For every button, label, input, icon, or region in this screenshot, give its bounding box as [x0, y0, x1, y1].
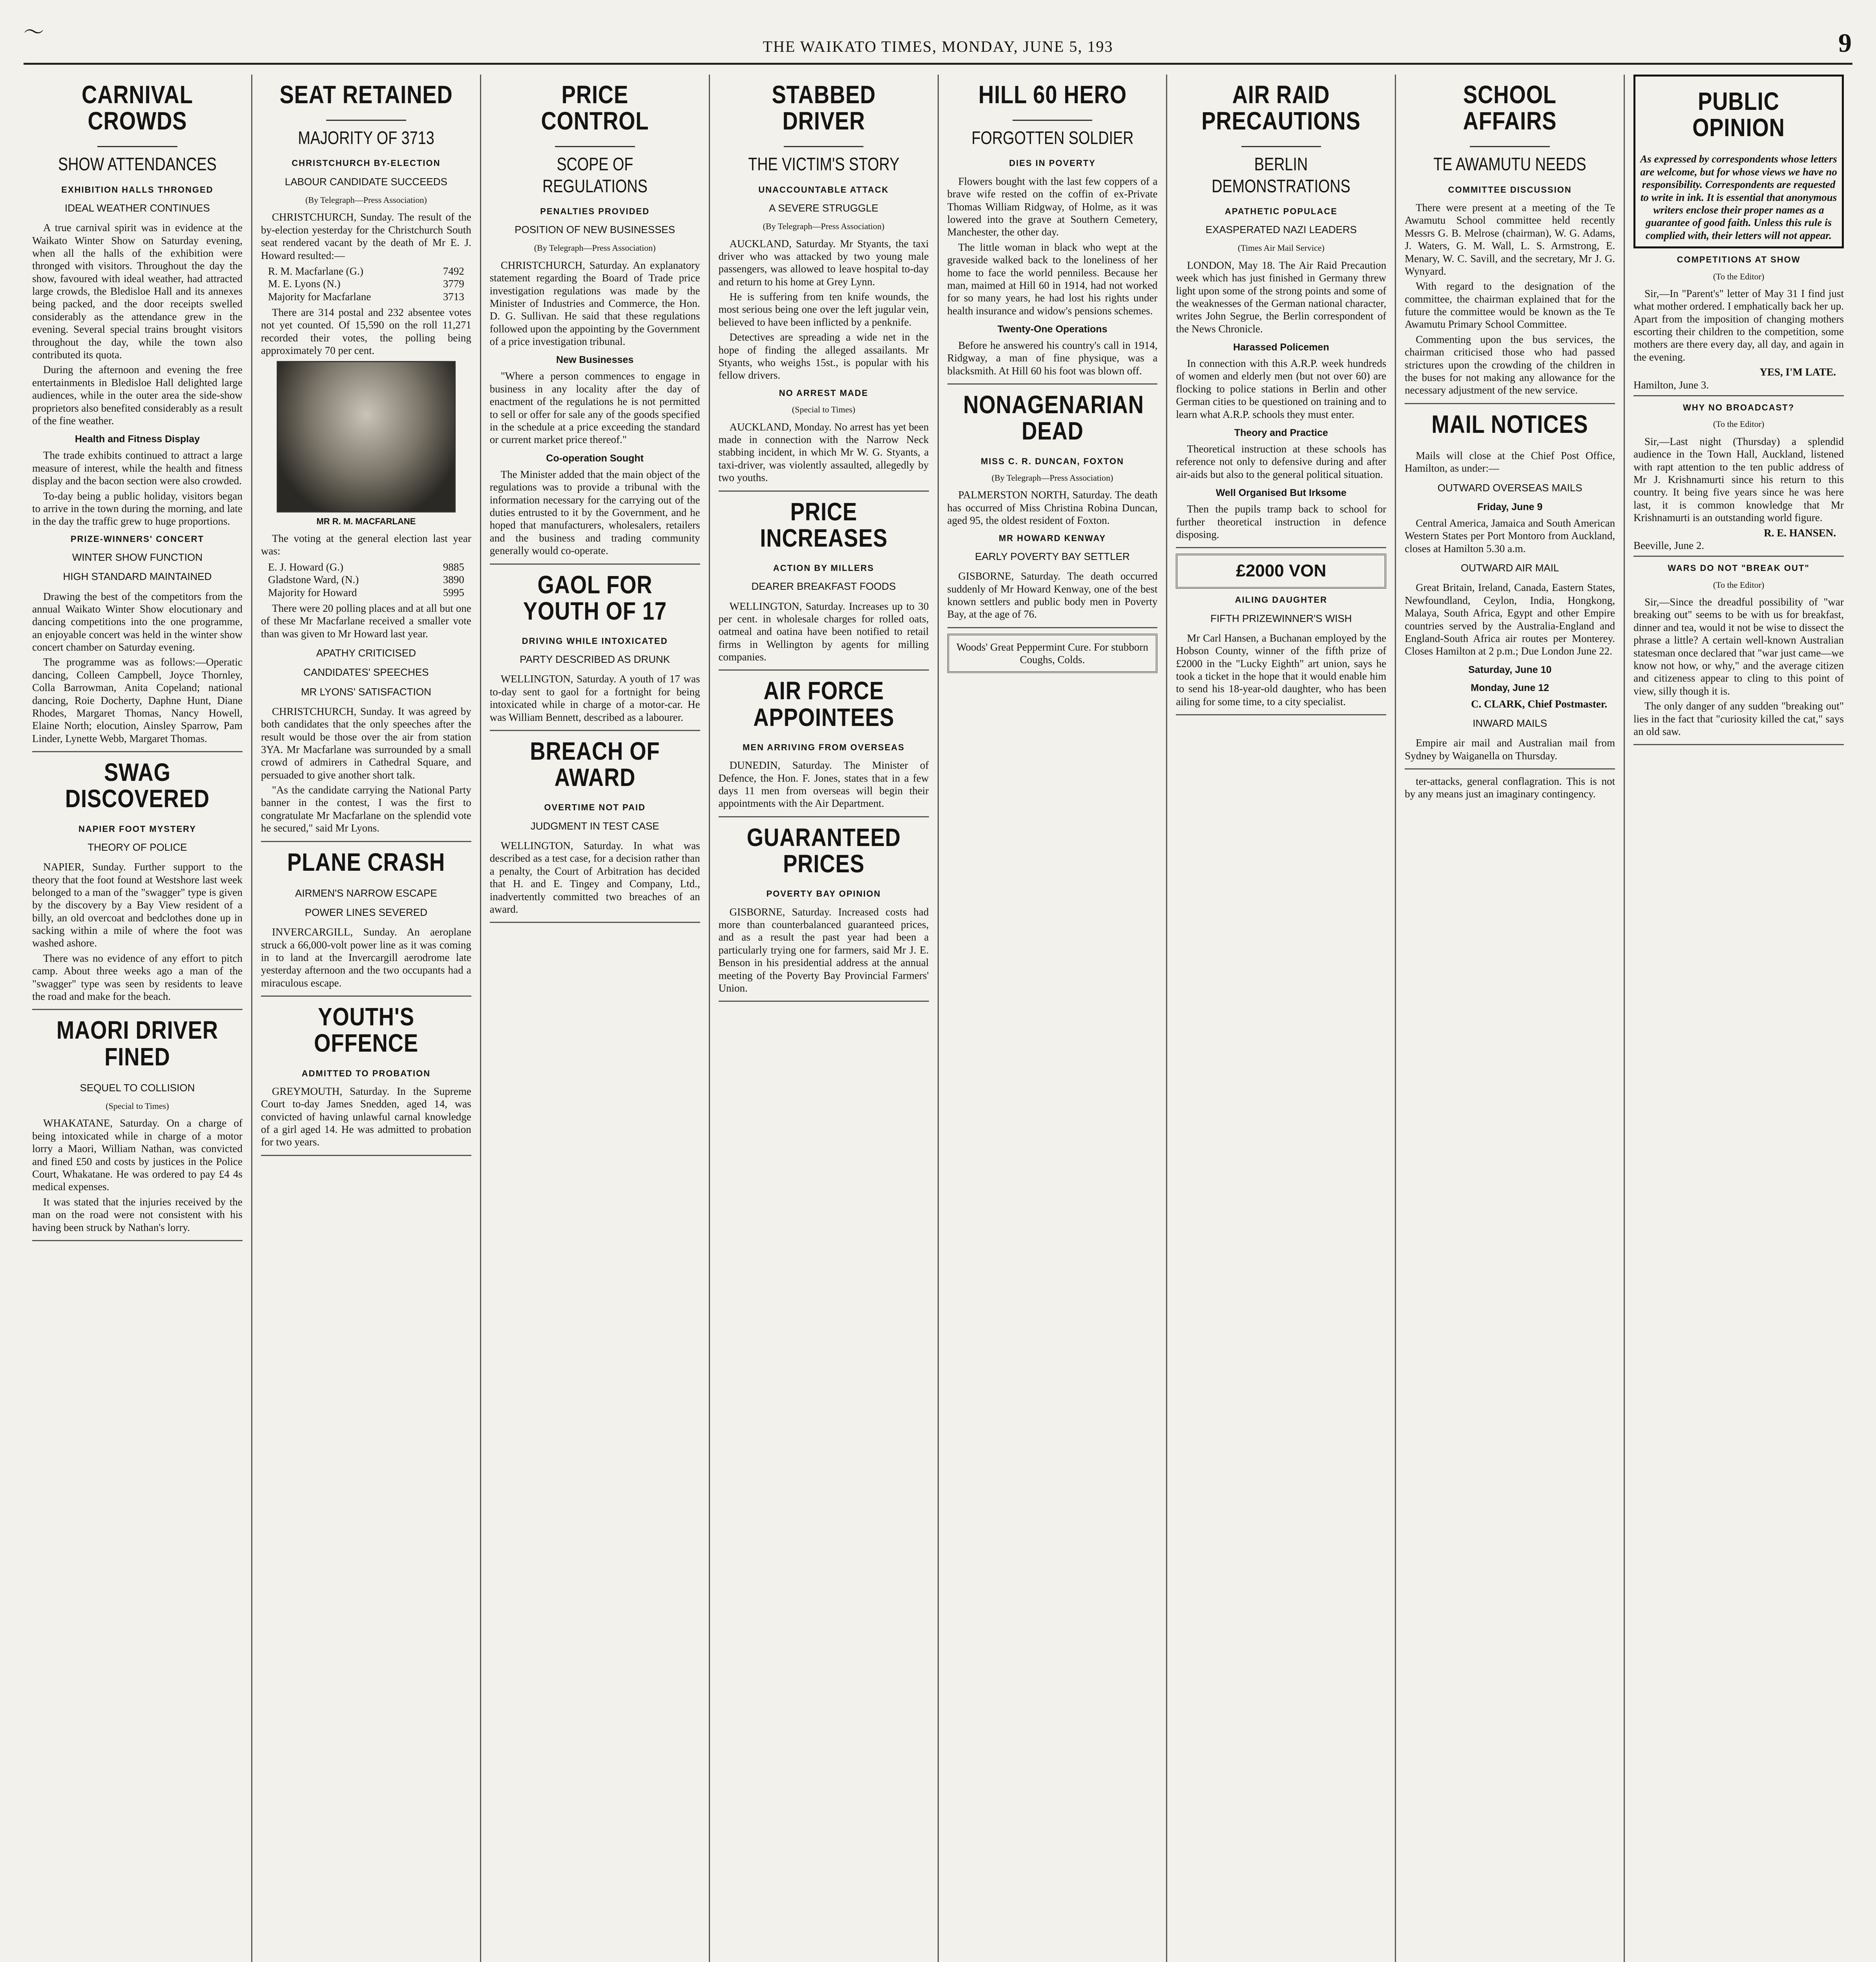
deck: MEN ARRIVING FROM OVERSEAS: [743, 742, 905, 752]
paragraph: WELLINGTON, Saturday. In what was described as a test case, for a decision rather than a penalty, the Court of Arbitration has decided that H. and E. Tingey and Company, Ltd., inadvertently committed two breaches of an award.: [489, 840, 700, 915]
paragraph: During the afternoon and evening the free entertainments in Bledisloe Hall delighted large audiences, while in the outer area the side-show proprietors also benefited considerably as a result of the fine weather.: [32, 364, 243, 427]
headline: GUARANTEED PRICES: [746, 823, 901, 878]
paper-title: THE WAIKATO TIMES, MONDAY, JUNE 5, 193: [763, 38, 1113, 55]
paragraph: The voting at the general election last year was:: [261, 532, 471, 557]
paragraph: The only danger of any sudden "breaking out" lies in the fact that "curiosity killed the cat," says an old saw.: [1633, 700, 1844, 737]
paragraph: DUNEDIN, Saturday. The Minister of Defence, the Hon. F. Jones, states that in a few days 11 men from overseas will begin their appointments with the Air Department.: [718, 759, 929, 810]
page-number: 9: [1838, 28, 1852, 58]
deck: COMPETITIONS AT SHOW: [1677, 255, 1801, 265]
rule: [1241, 146, 1321, 147]
deck: EARLY POVERTY BAY SETTLER: [975, 550, 1130, 562]
deck: AIRMEN'S NARROW ESCAPE: [295, 887, 437, 899]
rule: [784, 146, 864, 147]
rule: [1470, 146, 1550, 147]
column-seat-retained: [252, 75, 481, 1962]
section-head: Well Organised But Irksome: [1215, 487, 1347, 499]
paragraph: WELLINGTON, Saturday. Increases up to 30 per cent. in wholesale charges for rolled oats, oatmeal and oatina have been notified to retail firms in Wellington by agents for milling companies.: [718, 600, 929, 663]
deck: ACTION BY MILLERS: [773, 563, 874, 573]
paragraph: To-day being a public holiday, visitors began to arrive in the town during the morning, and late in the day the traffic grew to huge proportions.: [32, 490, 243, 527]
headline: PRICE CONTROL: [541, 80, 649, 135]
headline: SEAT RETAINED: [279, 80, 453, 109]
to-editor: (To the Editor): [1713, 419, 1765, 429]
public-opinion-box: [1633, 75, 1844, 248]
subheadline: FORGOTTEN SOLDIER: [971, 128, 1133, 148]
paragraph: CHRISTCHURCH, Sunday. It was agreed by both candidates that the only speeches after the result would be those over the air from station 3YA. Mr Macfarlane was surrounded by a small crowd of admirers in Cathedral Square, and persuaded to give another short talk.: [261, 705, 471, 781]
column-price-control: [481, 75, 710, 1962]
article-price-control: [490, 82, 700, 565]
letter-wars: [1633, 563, 1844, 745]
column-school-affairs: [1396, 75, 1625, 1962]
headline: HILL 60 HERO: [978, 80, 1127, 109]
portrait-photo: [277, 361, 456, 512]
paragraph: CHRISTCHURCH, Sunday. The result of the by-election yesterday for the Christchurch South seat rendered vacant by the death of Mr E. J. Howard resulted:—: [261, 211, 471, 261]
dateline: (By Telegraph—Press Association): [763, 221, 885, 232]
peppermint-ad: [947, 634, 1158, 673]
deck: OVERTIME NOT PAID: [544, 802, 646, 813]
deck: SEQUEL TO COLLISION: [80, 1081, 195, 1094]
dateline: (By Telegraph—Press Association): [991, 473, 1113, 483]
deck: NAPIER FOOT MYSTERY: [78, 824, 196, 834]
deck: WINTER SHOW FUNCTION: [72, 551, 203, 563]
deck: IDEAL WEATHER CONTINUES: [65, 202, 210, 214]
signature: YES, I'M LATE.: [1759, 366, 1836, 378]
headline: SWAG DISCOVERED: [65, 758, 210, 813]
paragraph: LONDON, May 18. The Air Raid Precaution week which has just finished in Germany threw light upon some of the strong points and some of the weaknesses of the German national character, writes John Segrue, the Berlin correspondent of the News Chronicle.: [1176, 259, 1387, 335]
paragraph: There were present at a meeting of the Te Awamutu School committee held recently Messrs G. B. Melrose (chairman), W. G. Adams, J. Waters, G. M. Wall, L. S. Armstrong, E. Menary, W. C. Savill, and the secretary, Mr J. G. Wynyard.: [1405, 201, 1615, 277]
paragraph: There was no evidence of any effort to pitch camp. About three weeks ago a man of the "swagger" type was seen by residents to leave the road and make for the beach.: [32, 952, 243, 1003]
headline: MAIL NOTICES: [1431, 410, 1588, 438]
headline: PLANE CRASH: [287, 848, 445, 876]
paragraph: It was stated that the injuries received by the man on the road were not consistent with his having been struck by Nathan's lorry.: [32, 1196, 243, 1233]
paragraph: NAPIER, Sunday. Further support to the theory that the foot found at Westshore last week belonged to a man of the "swagger" type is given by the discovery by a Bay View resident of a billy, an old overcoat and bedclothes done up in sacking within a mile of where the foot was washed ashore.: [32, 861, 243, 949]
paragraph: With regard to the designation of the committee, the chairman explained that for the future the committee would be known as the Te Awamutu Primary School Committee.: [1405, 280, 1615, 330]
article-prizewinner: [1176, 554, 1386, 715]
paragraph: ter-attacks, general conflagration. This is not by any means just an imaginary contingency.: [1405, 775, 1615, 800]
section-head: Harassed Policemen: [1233, 342, 1329, 353]
paragraph: WELLINGTON, Saturday. A youth of 17 was to-day sent to gaol for a fortnight for being intoxicated while in charge of a motor-car. He was William Bennett, described as a labourer.: [489, 673, 700, 723]
paragraph: The little woman in black who wept at the graveside walked back to the loneliness of her home to face the world penniless. Because her man, maimed at Hill 60 in 1914, had not worked for so many years, he had lost his rights under health insurance and widow's pensions schemes.: [947, 241, 1158, 317]
article-breach-of-award: [490, 738, 700, 923]
deck: DEARER BREAKFAST FOODS: [751, 580, 896, 593]
deck: MR HOWARD KENWAY: [998, 533, 1106, 543]
deck: CANDIDATES' SPEECHES: [303, 666, 429, 678]
rule: [97, 146, 177, 147]
dateline: (By Telegraph—Press Association): [534, 243, 656, 253]
deck: A SEVERE STRUGGLE: [769, 202, 878, 214]
letter-competitions: [1633, 255, 1844, 396]
headline: PUBLIC OPINION: [1692, 87, 1785, 142]
section-head: Co-operation Sought: [546, 452, 644, 464]
column-carnival: [24, 75, 252, 1962]
columns: [24, 75, 1852, 1962]
deck: OUTWARD OVERSEAS MAILS: [1437, 481, 1582, 494]
masthead: [24, 22, 1852, 65]
rule: [326, 120, 406, 121]
section-head: Monday, June 12: [1471, 682, 1549, 693]
paragraph: Commenting upon the bus services, the chairman criticised those who had passed strictures upon the crowding of the children in the buses for not making any allowance for the necessary adjustment of the new service.: [1405, 333, 1615, 396]
deck: WARS DO NOT "BREAK OUT": [1668, 563, 1810, 573]
paragraph: Great Britain, Ireland, Canada, Eastern States, Newfoundland, Ceylon, India, Hongkong, Malaya, South Africa, Egypt and other Empire countries served by the Australia-England and England-South Africa air routes per Monterey. Closes Hamilton at 2 p.m.; Due London June 22.: [1405, 582, 1615, 657]
column-public-opinion: [1625, 75, 1852, 1962]
result-row: Majority for Macfarlane 3713: [268, 290, 464, 303]
prize-box: [1176, 554, 1386, 589]
paragraph: GREYMOUTH, Saturday. In the Supreme Court to-day James Snedden, aged 14, was convicted of having unlawful carnal knowledge of a girl aged 14. He was admitted to probation for two years.: [261, 1085, 471, 1148]
article-hill-60-hero: [947, 82, 1158, 385]
deck: DIES IN POVERTY: [1009, 158, 1096, 168]
results-table: [268, 561, 464, 599]
article-youths-offence: [261, 1004, 471, 1156]
deck: MR LYONS' SATISFACTION: [301, 686, 431, 698]
headline: AIR FORCE APPOINTEES: [753, 676, 894, 731]
column-air-raid: [1167, 75, 1396, 1962]
deck: PRIZE-WINNERS' CONCERT: [70, 534, 204, 544]
paragraph: AUCKLAND, Monday. No arrest has yet been made in connection with the Narrow Neck stabbing incident, in which Mr W. G. Styants, a taxi-driver, was violently assaulted, allegedly by two youths.: [718, 421, 929, 484]
result-row: E. J. Howard (G.) 9885: [268, 561, 464, 573]
letter-place: Hamilton, June 3.: [1633, 379, 1709, 391]
article-price-increases: [719, 499, 929, 671]
signature: R. E. HANSEN.: [1764, 527, 1836, 539]
headline: GAOL FOR YOUTH OF 17: [523, 570, 667, 625]
deck: EXASPERATED NAZI LEADERS: [1205, 224, 1357, 236]
result-row: Majority for Howard 5995: [268, 586, 464, 598]
paragraph: Then the pupils tramp back to school for further theoretical instruction in defence disposing.: [1176, 503, 1387, 540]
dateline: (Special to Times): [106, 1101, 169, 1111]
deck: CHRISTCHURCH BY-ELECTION: [292, 158, 441, 168]
subheadline: SHOW ATTENDANCES: [58, 154, 217, 175]
paragraph: "Where a person commences to engage in business in any locality after the day of enactment of the regulations he is not permitted to sell or offer for sale any of the goods specified in the schedule at a price exceeding the standard or current market price thereof.": [489, 370, 700, 446]
to-editor: (To the Editor): [1713, 580, 1765, 590]
paragraph: WHAKATANE, Saturday. On a charge of being intoxicated while in charge of a motor lorry a Maori, William Nathan, was convicted and fined £50 and costs by justices in the Police Court, Whakatane. He was ordered to pay £4 4s medical expenses.: [32, 1117, 243, 1193]
deck: APATHY CRITICISED: [316, 647, 416, 659]
headline: NONAGENARIAN DEAD: [963, 390, 1144, 445]
deck: JUDGMENT IN TEST CASE: [530, 820, 659, 832]
result-row: M. E. Lyons (N.) 3779: [268, 278, 464, 290]
paragraph: The trade exhibits continued to attract a large measure of interest, while the health and fitness display and the bacon section were also crowded.: [32, 449, 243, 487]
letter-broadcast: [1633, 403, 1844, 557]
headline: YOUTH'S OFFENCE: [314, 1003, 418, 1058]
column-hill-60: [939, 75, 1168, 1962]
article-school-affairs: [1405, 82, 1615, 404]
article-gaol-youth: [490, 572, 700, 731]
prize-amount: £2000 VON: [1236, 561, 1327, 581]
paragraph: Before he answered his country's call in 1914, Ridgway, a man of fine physique, was a blacksmith. At Hill 60 his foot was blown off.: [947, 339, 1158, 377]
paragraph: GISBORNE, Saturday. Increased costs had more than counterbalanced guaranteed prices, and as a result the past year had been a particularly trying one for farmers, said Mr J. E. Benson in his presidential address at the annual meeting of the Poverty Bay Provincial Farmers' Union.: [718, 906, 929, 994]
headline: SCHOOL AFFAIRS: [1463, 80, 1557, 135]
article-air-raid: [1176, 82, 1386, 548]
intro-notice: As expressed by correspondents whose letters are welcome, but for whose views we have no responsibility. Correspondents are requested to write in ink. It is essential that anonymous writers enclose their proper names as a guarantee of good faith. Unless this rule is complied with, their letters will not appear.: [1640, 153, 1837, 241]
paragraph: "As the candidate carrying the National Party banner in the contest, I was the first to congratulate Mr Macfarlane on the splendid vote he secured," said Mr Lyons.: [261, 784, 471, 834]
signature: C. CLARK, Chief Postmaster.: [1471, 698, 1608, 710]
article-stabbed-driver: [719, 82, 929, 492]
deck: AILING DAUGHTER: [1235, 595, 1327, 605]
deck: UNACCOUNTABLE ATTACK: [758, 184, 889, 195]
article-carnival-crowds: [32, 82, 243, 752]
rule: [555, 146, 635, 147]
subheadline: MAJORITY OF 3713: [298, 128, 434, 148]
subheadline: BERLIN DEMONSTRATIONS: [1212, 154, 1351, 196]
headline: AIR RAID PRECAUTIONS: [1201, 80, 1361, 135]
headline: BREACH OF AWARD: [530, 737, 660, 792]
paragraph: The Minister added that the main object of the regulations was to provide a tribunal with the information necessary for the carrying out of the duties entrusted to it by the Government, and he hoped that manufacturers, wholesalers, retailers and the business and trading community generally would co-operate.: [489, 468, 700, 557]
deck: DRIVING WHILE INTOXICATED: [522, 636, 668, 646]
paragraph: INVERCARGILL, Sunday. An aeroplane struck a 66,000-volt power line as it was coming in to land at the Invercargill aerodrome late yesterday afternoon and the two occupants had a miraculous escape.: [261, 926, 471, 989]
dateline: (Times Air Mail Service): [1237, 243, 1325, 253]
paragraph: Sir,—Last night (Thursday) a splendid audience in the Town Hall, Auckland, listened with rapt attention to the ten public address of Mr J. Krishnamurti since his return to this country. It being five years since he was here last, it is common knowledge that Mr Krishnamurti is an outstanding world figure.: [1633, 435, 1844, 524]
article-plane-crash: [261, 849, 471, 997]
section-head: Saturday, June 10: [1468, 664, 1552, 675]
article-guaranteed-prices: [719, 824, 929, 1002]
result-row: Gladstone Ward, (N.) 3890: [268, 574, 464, 586]
paragraph: AUCKLAND, Saturday. Mr Styants, the taxi driver who was attacked by two young male passengers, was allowed to leave hospital to-day and return to his home at Grey Lynn.: [718, 237, 929, 288]
paragraph: There are 314 postal and 232 absentee votes not yet counted. Of 15,590 on the roll 11,271 recorded their votes, the polling being approximately 70 per cent.: [261, 306, 471, 357]
paragraph: Theoretical instruction at these schools has reference not only to defensive during and after air-aids but also to the general political situation.: [1176, 443, 1387, 480]
article-nonagenarian: [947, 392, 1158, 628]
deck: APATHETIC POPULACE: [1225, 206, 1338, 216]
paragraph: The programme was as follows:—Operatic dancing, Colleen Campbell, Joyce Thornley, Colla Barrowman, Anita Copeland; national dancing, Roie Docherty, Daphne Hunt, Diane Rhodes, Margaret Thomas, Nancy Howell, Elaine North; elocution, Ainsley Sparrow, Pam Linder, Lynette Webb, Margaret Thomas.: [32, 656, 243, 744]
section-head: Twenty-One Operations: [997, 324, 1108, 335]
paragraph: Sir,—Since the dreadful possibility of "war breaking out" seems to be with us for breakfast, dinner and tea, would it not be wise to dissect the phrase a little? A certain well-known Australian statesman once declared that "war just came—we know not how, or why," and the average citizen and citizeness appear to cling to this point of view, silly though it is.: [1633, 596, 1844, 697]
article-maori-driver: [32, 1017, 243, 1241]
deck: EXHIBITION HALLS THRONGED: [61, 184, 214, 195]
paragraph: There were 20 polling places and at all but one of these Mr Macfarlane received a smaller vote than was given to Mr Howard last year.: [261, 602, 471, 640]
headline: STABBED DRIVER: [772, 80, 876, 135]
headline: CARNIVAL CROWDS: [82, 80, 193, 135]
subheadline: SCOPE OF REGULATIONS: [542, 154, 648, 196]
paragraph: GISBORNE, Saturday. The death occurred suddenly of Mr Howard Kenway, one of the best known settlers and public body men in Poverty Bay, at the age of 76.: [947, 570, 1158, 620]
section-head: Health and Fitness Display: [75, 434, 200, 445]
results-table: [268, 265, 464, 303]
deck: COMMITTEE DISCUSSION: [1448, 184, 1572, 195]
deck: THEORY OF POLICE: [88, 841, 187, 853]
result-row: R. M. Macfarlane (G.) 7492: [268, 265, 464, 277]
to-editor: (To the Editor): [1713, 271, 1765, 281]
letter-place: Beeville, June 2.: [1633, 539, 1704, 551]
paragraph: Detectives are spreading a wide net in the hope of finding the alleged assailants. Mr Styants, who weighs 15st., is popular with his fellow drivers.: [718, 331, 929, 381]
paragraph: A true carnival spirit was in evidence at the Waikato Winter Show on Saturday evening, when all the halls of the exhibition were thronged with visitors. Throughout the day the show, favoured with ideal weather, had attracted large crowds, the Bledisloe Hall and its annexes being packed, and the door receipts swelled considerably as the attendance grew in the evening. Several special trains brought visitors throughout the day, while the town also contributed its quota.: [32, 222, 243, 361]
column-stabbed-driver: [710, 75, 939, 1962]
deck: PARTY DESCRIBED AS DRUNK: [520, 653, 670, 666]
paragraph: Empire air mail and Australian mail from Sydney by Waiganella on Thursday.: [1405, 737, 1615, 762]
dateline: (By Telegraph—Press Association): [305, 195, 427, 205]
section-head: New Businesses: [556, 354, 634, 366]
deck: POWER LINES SEVERED: [305, 906, 427, 918]
deck: INWARD MAILS: [1473, 717, 1548, 729]
ad-text: Woods' Great Peppermint Cure. For stubborn Coughs, Colds.: [956, 641, 1148, 666]
article-air-force: [719, 678, 929, 817]
deck: FIFTH PRIZEWINNER'S WISH: [1210, 612, 1352, 624]
deck: OUTWARD AIR MAIL: [1460, 562, 1559, 574]
section-head: Friday, June 9: [1477, 501, 1543, 512]
deck: POVERTY BAY OPINION: [766, 889, 881, 899]
headline: PRICE INCREASES: [760, 497, 888, 552]
deck: LABOUR CANDIDATE SUCCEEDS: [285, 175, 447, 188]
subheadline: THE VICTIM'S STORY: [748, 154, 900, 175]
paragraph: Drawing the best of the competitors from the annual Waikato Winter Show elocutionary and dancing competitions into the one programme, an enjoyable concert was held in the winter show concert chamber on Saturday evening.: [32, 590, 243, 653]
rule: [1013, 120, 1093, 121]
article-mail-notices: [1405, 411, 1615, 769]
dateline: (Special to Times): [792, 405, 856, 415]
paragraph: Sir,—In "Parent's" letter of May 31 I find just what mother ordered. I emphatically back her up. Apart from the imposition of changing mothers escorting their children to the competition, some mothers are there every day, all day, and again in the evening.: [1633, 287, 1844, 363]
paragraph: He is suffering from ten knife wounds, the most serious being one over the left jugular vein, believed to have been inflicted by a penknife.: [718, 291, 929, 328]
section-head: Theory and Practice: [1234, 427, 1328, 439]
subheadline: TE AWAMUTU NEEDS: [1433, 154, 1586, 175]
photo-caption: MR R. M. MACFARLANE: [316, 516, 416, 526]
paragraph: CHRISTCHURCH, Saturday. An explanatory statement regarding the Board of Trade price investigation regulations was made by the Minister of Industries and Commerce, the Hon. D. G. Sullivan. He said that these regulations followed upon the appointing by the Government of a price investigation tribunal.: [489, 259, 700, 348]
paragraph: Central America, Jamaica and South American Western States per Port Montoro from Auckland, closes at Hamilton 5.30 a.m.: [1405, 517, 1615, 554]
paragraph: Mails will close at the Chief Post Office, Hamilton, as under:—: [1405, 450, 1615, 474]
deck: HIGH STANDARD MAINTAINED: [63, 571, 212, 583]
deck: WHY NO BROADCAST?: [1683, 403, 1795, 413]
paragraph: PALMERSTON NORTH, Saturday. The death has occurred of Miss Christina Robina Duncan, aged 95, the oldest resident of Foxton.: [947, 489, 1158, 527]
deck: ADMITTED TO PROBATION: [301, 1068, 431, 1078]
deck: NO ARREST MADE: [779, 388, 869, 398]
corner-mark: 〜: [24, 22, 45, 44]
article-seat-retained: [261, 82, 471, 842]
paragraph: Flowers bought with the last few coppers of a brave wife rested on the coffin of ex-Private Thomas William Ridgway, of Holme, as it was lowered into the grave at Southern Cemetery, Manchester, the other day.: [947, 175, 1158, 238]
deck: MISS C. R. DUNCAN, FOXTON: [980, 456, 1124, 466]
deck: PENALTIES PROVIDED: [540, 206, 650, 216]
deck: POSITION OF NEW BUSINESSES: [515, 224, 675, 236]
article-swag: [32, 759, 243, 1010]
paragraph: In connection with this A.R.P. week hundreds of women and elderly men (but not over 60) are flocking to police stations in Berlin and other German cities to be questioned on training and to learn what A.R.P. schools they must enter.: [1176, 357, 1387, 420]
headline: MAORI DRIVER FINED: [56, 1016, 219, 1071]
paragraph: Mr Carl Hansen, a Buchanan employed by the Hobson County, winner of the fifth prize of £2000 in the "Lucky Eighth" art union, says he took a ticket in the hope that it would enable him to send his 18-year-old daughter, who has been ailing for some time, to a city specialist.: [1176, 632, 1387, 707]
